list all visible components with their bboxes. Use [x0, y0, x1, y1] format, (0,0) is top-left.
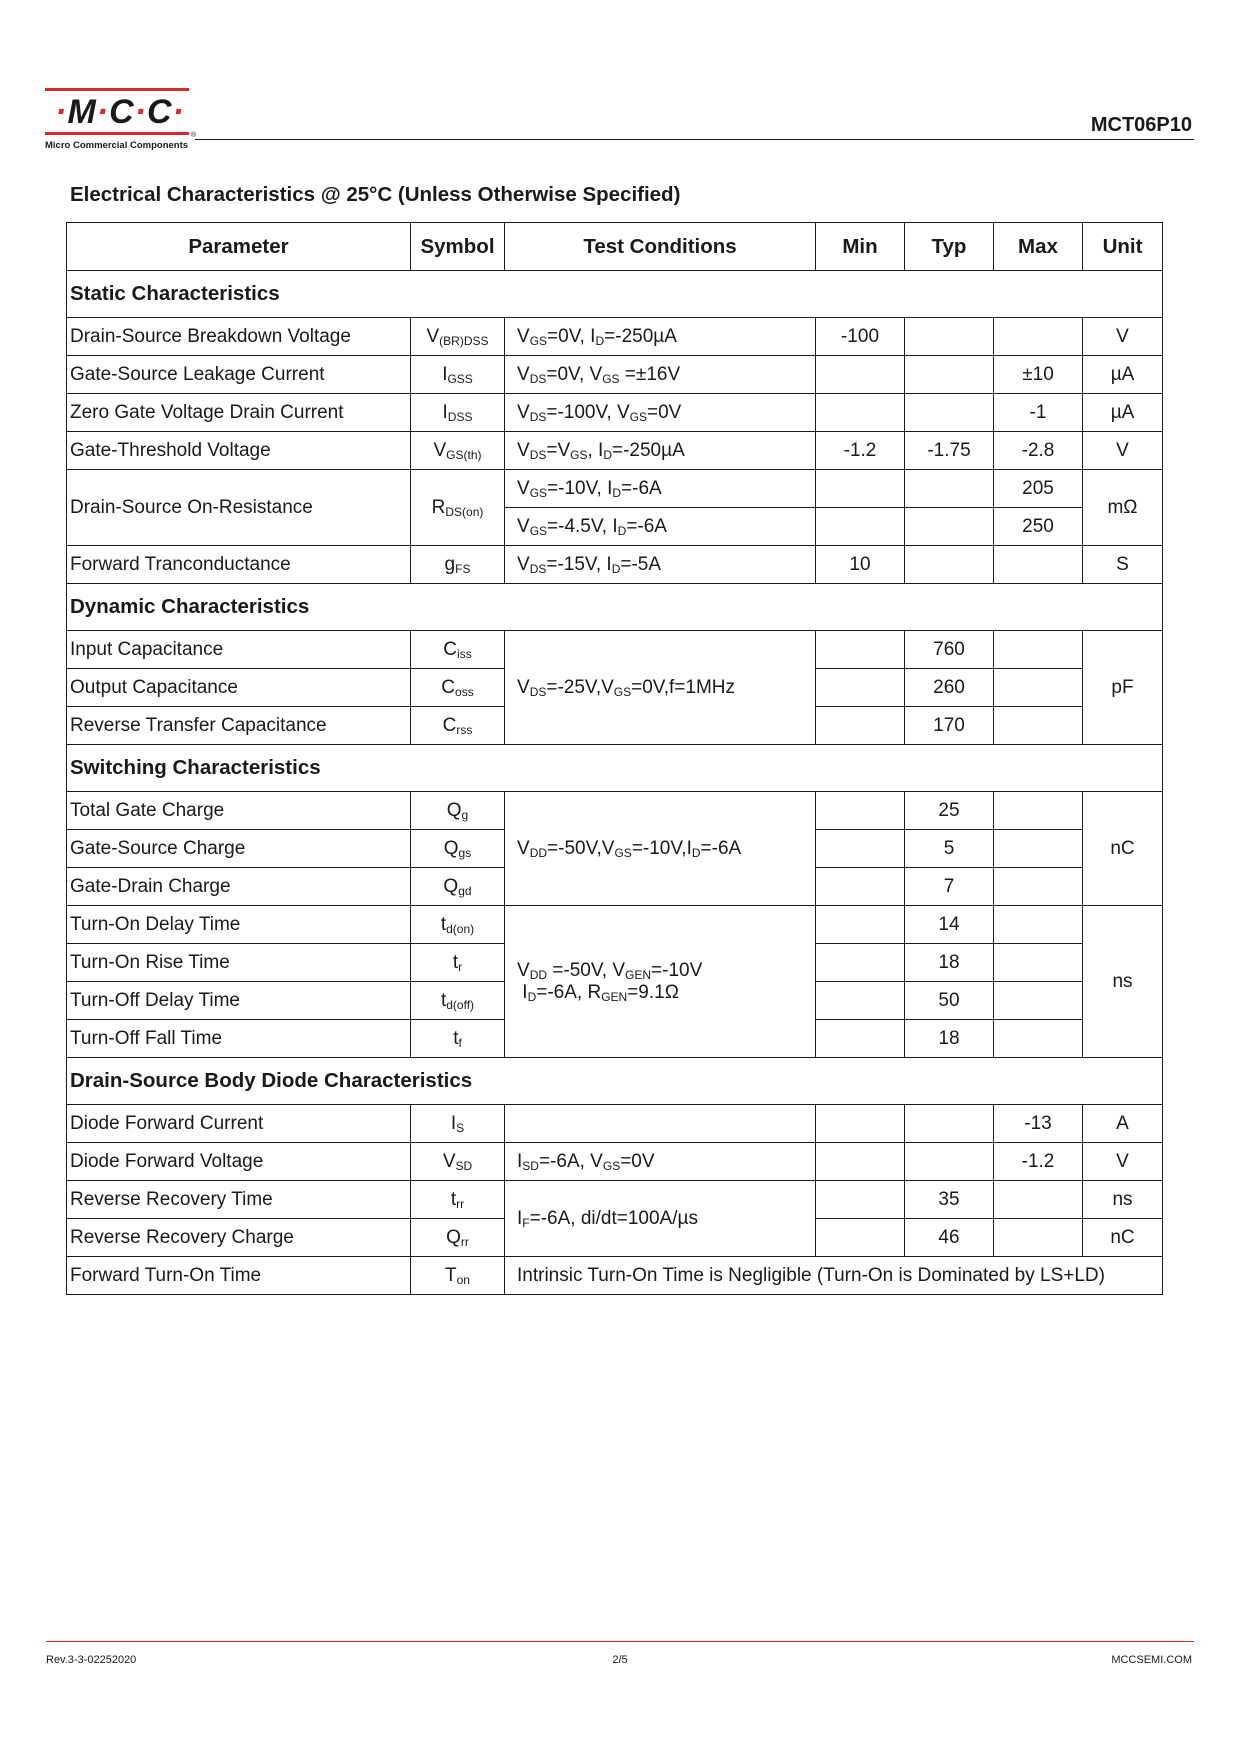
table-row	[67, 356, 1163, 394]
param-cell: Turn-Off Fall Time	[67, 1020, 411, 1058]
param-cell: Diode Forward Current	[67, 1105, 411, 1143]
typ-cell: 46	[905, 1219, 994, 1257]
condition-cell: $V_{DS}=-15V$, $I_D=-5A$	[505, 546, 816, 584]
max-cell: -1	[994, 394, 1083, 432]
max-cell	[994, 1181, 1083, 1219]
unit-cell: V	[1083, 1143, 1163, 1181]
typ-cell	[905, 1143, 994, 1181]
param-cell: Forward Turn-On Time	[67, 1257, 411, 1295]
typ-cell: 18	[905, 944, 994, 982]
typ-cell: 5	[905, 830, 994, 868]
max-cell	[994, 830, 1083, 868]
section-body-diode: Drain-Source Body Diode Characteristics	[67, 1058, 1163, 1105]
param-cell: Turn-On Delay Time	[67, 906, 411, 944]
min-cell	[816, 792, 905, 830]
header-symbol: Symbol	[411, 223, 505, 271]
symbol-cell: $C_{oss}$	[411, 669, 505, 707]
section-switching: Switching Characteristics	[67, 745, 1163, 792]
symbol-cell: $g_{FS}$	[411, 546, 505, 584]
min-cell	[816, 944, 905, 982]
max-cell	[994, 1219, 1083, 1257]
min-cell	[816, 394, 905, 432]
condition-cell: $I_{SD}=-6A$, $V_{GS}=0V$	[505, 1143, 816, 1181]
typ-cell: 170	[905, 707, 994, 745]
table-row	[67, 792, 1163, 830]
max-cell	[994, 868, 1083, 906]
max-cell	[994, 631, 1083, 669]
typ-cell	[905, 508, 994, 546]
typ-cell	[905, 318, 994, 356]
logo-bottom-bar	[45, 132, 189, 135]
unit-cell: µA	[1083, 356, 1163, 394]
typ-cell: 14	[905, 906, 994, 944]
symbol-cell: $t_{d(on)}$	[411, 906, 505, 944]
min-cell	[816, 1181, 905, 1219]
condition-cell: $I_F=-6A$, di/dt=100A/µs	[505, 1181, 816, 1257]
mcc-logo	[45, 88, 195, 154]
unit-cell: S	[1083, 546, 1163, 584]
min-cell	[816, 1105, 905, 1143]
symbol-cell: $I_{GSS}$	[411, 356, 505, 394]
min-cell	[816, 669, 905, 707]
min-cell	[816, 982, 905, 1020]
unit-cell: nC	[1083, 1219, 1163, 1257]
min-cell	[816, 470, 905, 508]
header-unit: Unit	[1083, 223, 1163, 271]
max-cell	[994, 707, 1083, 745]
condition-cell: $V_{DS}=0V$, $V_{GS} =\pm 16V$	[505, 356, 816, 394]
section-title: Electrical Characteristics @ 25°C (Unless Otherwise Specified)	[70, 183, 681, 206]
max-cell	[994, 669, 1083, 707]
condition-cell	[505, 1105, 816, 1143]
typ-cell: 35	[905, 1181, 994, 1219]
symbol-cell: $I_S$	[411, 1105, 505, 1143]
min-cell	[816, 868, 905, 906]
max-cell	[994, 546, 1083, 584]
symbol-cell: $Q_{gd}$	[411, 868, 505, 906]
max-cell	[994, 792, 1083, 830]
typ-cell	[905, 1105, 994, 1143]
param-cell: Forward Tranconductance	[67, 546, 411, 584]
max-cell	[994, 982, 1083, 1020]
min-cell	[816, 906, 905, 944]
typ-cell: 7	[905, 868, 994, 906]
typ-cell	[905, 546, 994, 584]
unit-cell: V	[1083, 432, 1163, 470]
param-cell: Turn-Off Delay Time	[67, 982, 411, 1020]
max-cell: -1.2	[994, 1143, 1083, 1181]
min-cell	[816, 356, 905, 394]
symbol-cell: $t_{rr}$	[411, 1181, 505, 1219]
max-cell: ±10	[994, 356, 1083, 394]
unit-cell: V	[1083, 318, 1163, 356]
electrical-characteristics-table	[66, 222, 1163, 1295]
symbol-cell: $Q_{rr}$	[411, 1219, 505, 1257]
typ-cell	[905, 356, 994, 394]
footer-rule	[46, 1641, 1194, 1642]
condition-cell: $V_{DS}=-100V$, $V_{GS}=0V$	[505, 394, 816, 432]
condition-cell: $V_{DD} =-50V$, $V_{GEN}=-10V$ $I_D=-6A$, $R_{GEN}=9.1\Omega$	[505, 906, 816, 1058]
unit-cell: A	[1083, 1105, 1163, 1143]
min-cell	[816, 508, 905, 546]
unit-cell: pF	[1083, 631, 1163, 745]
table-row	[67, 432, 1163, 470]
unit-cell: nC	[1083, 792, 1163, 906]
param-cell: Reverse Recovery Time	[67, 1181, 411, 1219]
typ-cell: 25	[905, 792, 994, 830]
header-parameter: Parameter	[67, 223, 411, 271]
revision-label: Rev.3-3-02252020	[46, 1654, 137, 1666]
table-row	[67, 1257, 1163, 1295]
param-cell: Gate-Source Charge	[67, 830, 411, 868]
table-row	[67, 470, 1163, 508]
table-row	[67, 1181, 1163, 1219]
symbol-cell: $t_f$	[411, 1020, 505, 1058]
header-typ: Typ	[905, 223, 994, 271]
symbol-cell: $I_{DSS}$	[411, 394, 505, 432]
max-cell	[994, 1020, 1083, 1058]
table-row	[67, 546, 1163, 584]
logo-top-bar	[45, 88, 189, 91]
param-cell: Total Gate Charge	[67, 792, 411, 830]
condition-cell: $V_{GS}=-10V$, $I_D=-6A$	[505, 470, 816, 508]
param-cell: Diode Forward Voltage	[67, 1143, 411, 1181]
param-cell: Zero Gate Voltage Drain Current	[67, 394, 411, 432]
min-cell: -1.2	[816, 432, 905, 470]
symbol-cell: $V_{GS(th)}$	[411, 432, 505, 470]
param-cell: Reverse Transfer Capacitance	[67, 707, 411, 745]
min-cell	[816, 707, 905, 745]
symbol-cell: $t_{d(off)}$	[411, 982, 505, 1020]
param-cell: Drain-Source Breakdown Voltage	[67, 318, 411, 356]
table-row	[67, 394, 1163, 432]
typ-cell: -1.75	[905, 432, 994, 470]
typ-cell	[905, 470, 994, 508]
typ-cell: 260	[905, 669, 994, 707]
unit-cell: mΩ	[1083, 470, 1163, 546]
page-number: 2/5	[612, 1654, 628, 1666]
typ-cell: 18	[905, 1020, 994, 1058]
typ-cell: 760	[905, 631, 994, 669]
header-conditions: Test Conditions	[505, 223, 816, 271]
min-cell	[816, 830, 905, 868]
unit-cell: ns	[1083, 1181, 1163, 1219]
header-min: Min	[816, 223, 905, 271]
symbol-cell: $R_{DS(on)}$	[411, 470, 505, 546]
logo-registered-mark: ®	[191, 132, 197, 139]
max-cell: -13	[994, 1105, 1083, 1143]
unit-cell: ns	[1083, 906, 1163, 1058]
logo-tagline: Micro Commercial Components	[45, 140, 189, 151]
symbol-cell: $V_{(BR)DSS}$	[411, 318, 505, 356]
condition-cell: $V_{GS}=-4.5V$, $I_D=-6A$	[505, 508, 816, 546]
param-cell: Gate-Threshold Voltage	[67, 432, 411, 470]
max-cell: 250	[994, 508, 1083, 546]
symbol-cell: $T_{on}$	[411, 1257, 505, 1295]
typ-cell	[905, 394, 994, 432]
max-cell: 205	[994, 470, 1083, 508]
typ-cell: 50	[905, 982, 994, 1020]
min-cell	[816, 1020, 905, 1058]
part-number: MCT06P10	[1090, 114, 1192, 136]
symbol-cell: $Q_g$	[411, 792, 505, 830]
min-cell	[816, 1143, 905, 1181]
max-cell	[994, 318, 1083, 356]
param-cell: Gate-Drain Charge	[67, 868, 411, 906]
param-cell: Drain-Source On-Resistance	[67, 470, 411, 546]
param-cell: Output Capacitance	[67, 669, 411, 707]
min-cell: -100	[816, 318, 905, 356]
condition-cell: Intrinsic Turn-On Time is Negligible (Turn-On is Dominated by LS+LD)	[505, 1257, 1163, 1295]
table-row	[67, 906, 1163, 944]
param-cell: Reverse Recovery Charge	[67, 1219, 411, 1257]
table-header-row	[67, 223, 1163, 271]
min-cell	[816, 631, 905, 669]
table-row	[67, 631, 1163, 669]
section-dynamic: Dynamic Characteristics	[67, 584, 1163, 631]
condition-cell: $V_{DD}=-50V,V_{GS}=-10V,I_D=-6A$	[505, 792, 816, 906]
symbol-cell: $C_{rss}$	[411, 707, 505, 745]
table-row	[67, 1143, 1163, 1181]
param-cell: Gate-Source Leakage Current	[67, 356, 411, 394]
condition-cell: $V_{DS}=V_{GS}$, $I_D=-250\mu A$	[505, 432, 816, 470]
min-cell: 10	[816, 546, 905, 584]
condition-cell: $V_{GS}=0V$, $I_D=-250\mu A$	[505, 318, 816, 356]
condition-cell: $V_{DS}=-25V,V_{GS}=0V,f=1MHz$	[505, 631, 816, 745]
max-cell	[994, 906, 1083, 944]
param-cell: Input Capacitance	[67, 631, 411, 669]
max-cell	[994, 944, 1083, 982]
header-max: Max	[994, 223, 1083, 271]
table-row	[67, 318, 1163, 356]
symbol-cell: $Q_{gs}$	[411, 830, 505, 868]
logo-mark: ·M·C·C·	[55, 93, 185, 131]
symbol-cell: $V_{SD}$	[411, 1143, 505, 1181]
section-static: Static Characteristics	[67, 271, 1163, 318]
website-link[interactable]: MCCSEMI.COM	[1111, 1654, 1192, 1666]
max-cell: -2.8	[994, 432, 1083, 470]
symbol-cell: $t_r$	[411, 944, 505, 982]
param-cell: Turn-On Rise Time	[67, 944, 411, 982]
min-cell	[816, 1219, 905, 1257]
table-row	[67, 1105, 1163, 1143]
symbol-cell: $C_{iss}$	[411, 631, 505, 669]
header-rule	[195, 139, 1194, 140]
unit-cell: µA	[1083, 394, 1163, 432]
